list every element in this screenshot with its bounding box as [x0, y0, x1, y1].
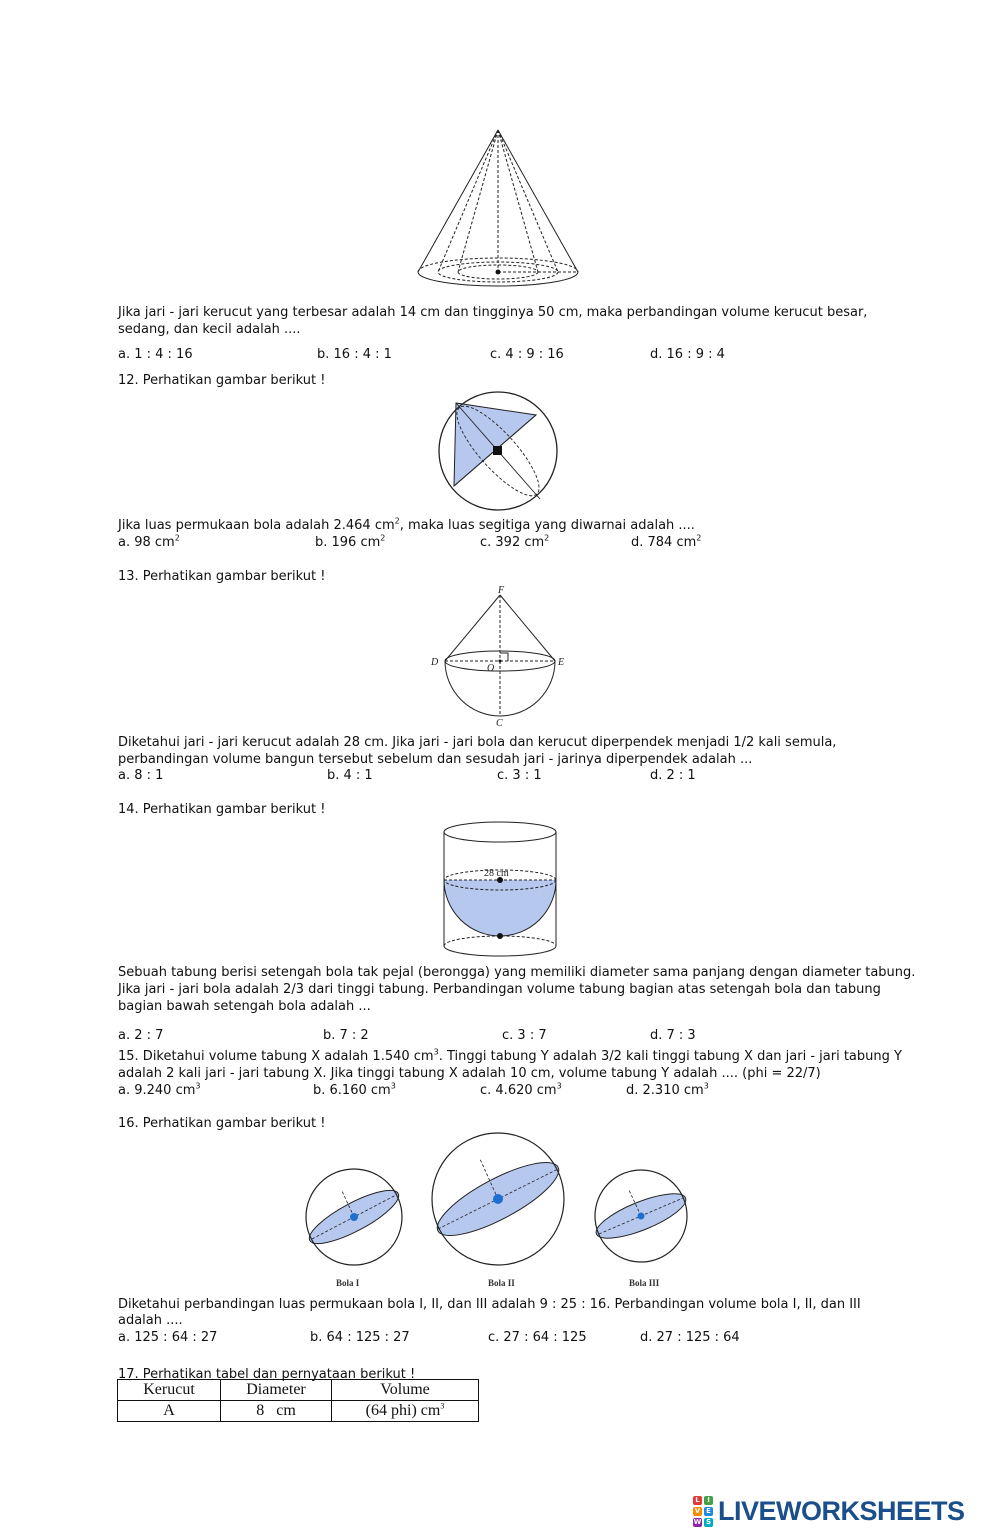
q14-option-c[interactable]: c. 3 : 7	[502, 1028, 547, 1043]
q11-option-c[interactable]: c. 4 : 9 : 16	[490, 347, 564, 362]
ball-ii-figure	[430, 1131, 570, 1289]
q16-option-c[interactable]: c. 27 : 64 : 125	[488, 1330, 587, 1345]
q15-option-a[interactable]: a. 9.240 $cm^3$	[118, 1081, 201, 1098]
q13-option-a[interactable]: a. 8 : 1	[118, 768, 164, 783]
q12-option-b[interactable]: b. 196 $cm^2$	[315, 533, 386, 550]
ball-ii-label: Bola II	[488, 1278, 515, 1288]
q14-option-b[interactable]: b. 7 : 2	[323, 1028, 369, 1043]
q14-text-line2: Jika jari - jari bola adalah 2/3 dari tinggi tabung. Perbandingan volume tabung bagian atas setengah bola dan tabung	[118, 982, 881, 997]
q13-option-b[interactable]: b. 4 : 1	[327, 768, 373, 783]
q13-option-d[interactable]: d. 2 : 1	[650, 768, 696, 783]
ball-i-label: Bola I	[336, 1278, 360, 1288]
q14-text-line1: Sebuah tabung berisi setengah bola tak pejal (berongga) yang memiliki diameter sama panjang dengan diameter tabung.	[118, 965, 916, 980]
label-e: E	[558, 657, 565, 668]
q13-text-line1: Diketahui jari - jari kerucut adalah 28 cm. Jika jari - jari bola dan kerucut diperpendek menjadi 1/2 kali semula,	[118, 735, 837, 750]
liveworksheets-logo	[693, 1494, 965, 1528]
q16-option-d[interactable]: d. 27 : 125 : 64	[640, 1330, 740, 1345]
cone-table	[117, 1379, 479, 1422]
table-cell: A	[118, 1401, 221, 1422]
table-header: Diameter	[221, 1380, 332, 1401]
table-cell: 8 cm	[221, 1401, 332, 1422]
table-header: Kerucut	[118, 1380, 221, 1401]
q15-option-b[interactable]: b. 6.160 $cm^3$	[313, 1081, 396, 1098]
table-cell: (64 phi) $cm^3$	[332, 1401, 479, 1422]
table-header-row	[118, 1380, 479, 1401]
label-f: F	[498, 585, 505, 596]
q15-text-line1: 15. Diketahui volume tabung X adalah 1.540 $cm^3$. Tinggi tabung Y adalah 3/2 kali tinggi tabung X dan jari - jari tabung Y	[118, 1047, 902, 1064]
q11-option-d[interactable]: d. 16 : 9 : 4	[650, 347, 725, 362]
q15-text-line2: adalah 2 kali jari - jari tabung X. Jika tinggi tabung X adalah 10 cm, volume tabung Y adalah .... (phi = 22/7)	[118, 1066, 821, 1081]
q16-option-a[interactable]: a. 125 : 64 : 27	[118, 1330, 218, 1345]
diameter-label: 28 cm	[484, 868, 509, 879]
table-header: Volume	[332, 1380, 479, 1401]
label-o: O	[487, 663, 495, 674]
q16-heading: 16. Perhatikan gambar berikut !	[118, 1116, 326, 1131]
ball-iii-label: Bola III	[629, 1278, 660, 1288]
q16-text-line2: adalah ....	[118, 1313, 183, 1328]
q17-heading: 17. Perhatikan tabel dan pernyataan berikut !	[118, 1367, 416, 1382]
q13-option-c[interactable]: c. 3 : 1	[497, 768, 542, 783]
q12-option-c[interactable]: c. 392 $cm^2$	[480, 533, 550, 550]
label-c: C	[496, 718, 503, 729]
cylinder-hemisphere-figure	[440, 818, 560, 960]
ball-i-figure	[304, 1165, 408, 1289]
q12-question-text: Jika luas permukaan bola adalah 2.464 $cm^2$, maka luas segitiga yang diwarnai adalah ....	[118, 516, 695, 533]
q12-option-d[interactable]: d. 784 $cm^2$	[631, 533, 702, 550]
q14-text-line3: bagian bawah setengah bola adalah ...	[118, 999, 371, 1014]
ball-iii-figure	[593, 1168, 693, 1289]
logo-mark-icon: L I V E W S	[693, 1495, 712, 1526]
sphere-triangle-figure	[436, 389, 560, 513]
q15-option-c[interactable]: c. 4.620 $cm^3$	[480, 1081, 562, 1098]
q14-option-a[interactable]: a. 2 : 7	[118, 1028, 164, 1043]
q11-question-text: Jika jari - jari kerucut yang terbesar adalah 14 cm dan tingginya 50 cm, maka perbandingan volume kerucut besar, sedang, dan kecil adalah ....	[118, 305, 868, 337]
q14-option-d[interactable]: d. 7 : 3	[650, 1028, 696, 1043]
q12-option-a[interactable]: a. 98 $cm^2$	[118, 533, 180, 550]
q13-heading: 13. Perhatikan gambar berikut !	[118, 569, 326, 584]
q11-option-a[interactable]: a. 1 : 4 : 16	[118, 347, 193, 362]
nested-cones-figure	[410, 125, 590, 300]
label-d: D	[431, 657, 439, 668]
table-row	[118, 1401, 479, 1422]
q14-heading: 14. Perhatikan gambar berikut !	[118, 802, 326, 817]
q12-heading: 12. Perhatikan gambar berikut !	[118, 373, 326, 388]
q16-text-line1: Diketahui perbandingan luas permukaan bola I, II, dan III adalah 9 : 25 : 16. Perbandingan volume bola I, II, dan III	[118, 1297, 861, 1312]
q11-option-b[interactable]: b. 16 : 4 : 1	[317, 347, 392, 362]
q15-option-d[interactable]: d. 2.310 $cm^3$	[626, 1081, 709, 1098]
q13-text-line2: perbandingan volume bangun tersebut sebelum dan sesudah jari - jarinya diperpendek adalah ...	[118, 752, 753, 767]
cone-hemisphere-figure	[425, 583, 575, 728]
q16-option-b[interactable]: b. 64 : 125 : 27	[310, 1330, 410, 1345]
logo-text: LIVEWORKSHEETS	[718, 1495, 965, 1526]
